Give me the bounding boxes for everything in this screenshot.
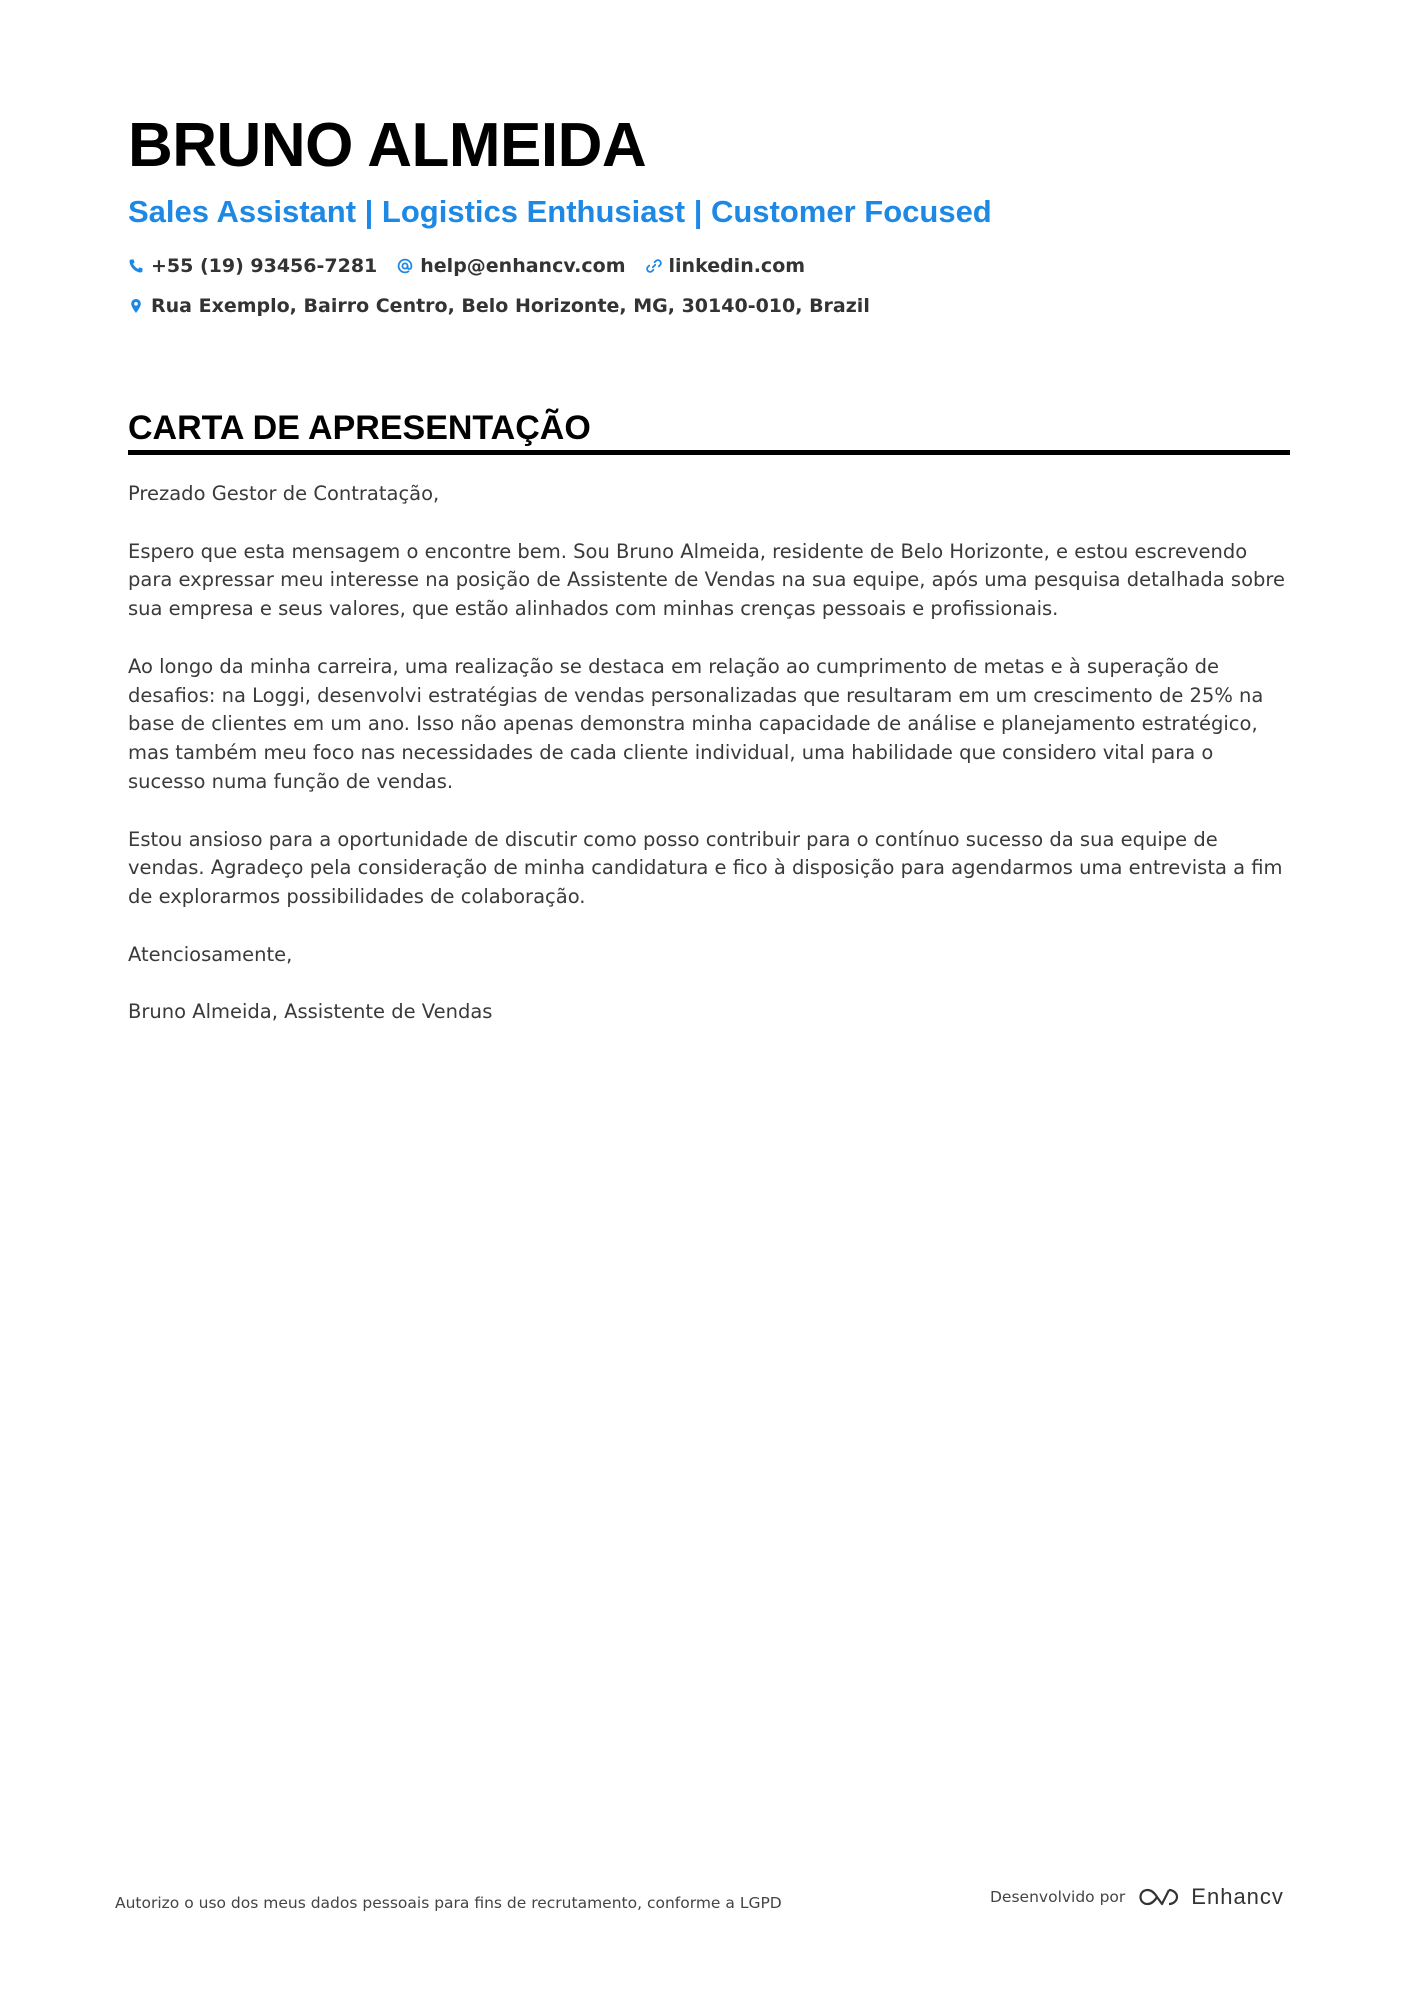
contact-address [128, 295, 870, 317]
salutation: Prezado Gestor de Contratação, [128, 482, 440, 505]
phone-icon [128, 258, 144, 274]
link-icon [646, 258, 662, 274]
contact-linkedin [646, 255, 806, 277]
header [128, 110, 1288, 320]
candidate-name: BRUNO ALMEIDA [128, 111, 647, 180]
letter-paragraph: Ao longo da minha carreira, uma realização se destaca em relação ao cumprimento de metas e à superação de desafios: na Loggi, desenvolvi estratégias de vendas personalizadas que resultaram em um crescimento de 25% na base de clientes em um ano. Isso não apenas demonstra minha capacidade de análise e planejamento estratégico, mas também meu foco nas necessidades de cada cliente individual, uma habilidade que considero vital para o sucesso numa função de vendas. [128, 654, 1264, 793]
powered-by-footer [990, 1884, 1284, 1910]
tagline: Sales Assistant | Logistics Enthusiast | Customer Focused [128, 194, 992, 229]
letter-paragraph: Estou ansioso para a oportunidade de discutir como posso contribuir para o contínuo sucesso da sua equipe de vendas. Agradeço pela consideração de minha candidatura e fico à disposição para agendarmos uma entrevista a fim de explorarmos possibilidades de colaboração. [128, 827, 1283, 909]
email-text: help@enhancv.com [420, 255, 626, 277]
powered-by-label: Desenvolvido por [990, 1888, 1126, 1906]
brand-name: Enhancv [1191, 1884, 1284, 1909]
contact-phone [128, 255, 377, 277]
signature: Bruno Almeida, Assistente de Vendas [128, 1000, 493, 1024]
letter-body [128, 480, 1290, 1056]
closing: Atenciosamente, [128, 942, 293, 966]
section-title: CARTA DE APRESENTAÇÃO [128, 406, 1290, 455]
letter-paragraph: Espero que esta mensagem o encontre bem. Sou Bruno Almeida, residente de Belo Horizonte, e estou escrevendo para expressar meu interesse na posição de Assistente de Vendas na sua equipe, após uma pesquisa detalhada sobre sua empresa e seus valores, que estão alinhados com minhas crenças pessoais e profissionais. [128, 539, 1285, 621]
brand-link[interactable] [1137, 1884, 1284, 1910]
at-icon [397, 258, 413, 274]
consent-footer: Autorizo o uso dos meus dados pessoais para fins de recrutamento, conforme a LGPD [115, 1894, 782, 1912]
contact-row-address [128, 292, 1288, 320]
contact-row-primary [128, 252, 1288, 280]
enhancv-logo-icon [1137, 1885, 1181, 1909]
phone-text: +55 (19) 93456-7281 [151, 255, 378, 277]
location-pin-icon [128, 298, 144, 314]
linkedin-text: linkedin.com [668, 255, 806, 277]
contact-email [397, 255, 625, 277]
address-text: Rua Exemplo, Bairro Centro, Belo Horizonte, MG, 30140-010, Brazil [151, 295, 870, 317]
